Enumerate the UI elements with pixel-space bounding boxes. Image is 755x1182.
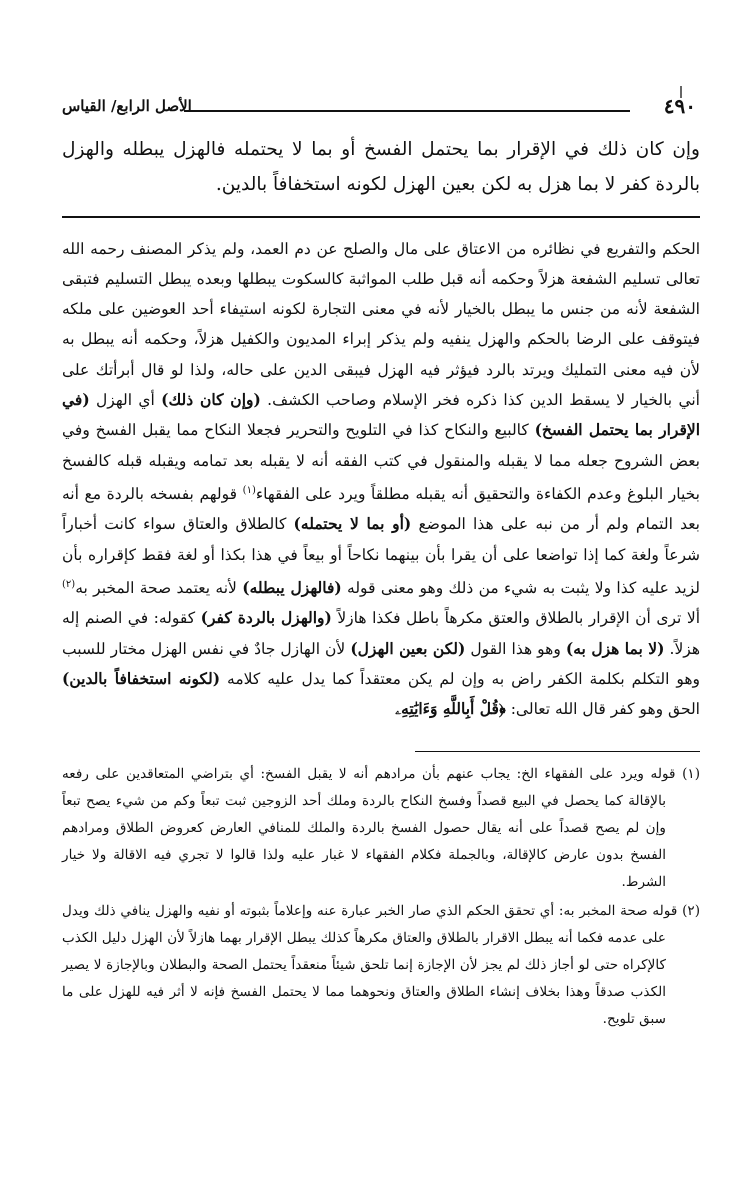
footnote-1 (62, 761, 700, 896)
quoted-phrase: (فالهزل يبطله) (242, 578, 342, 598)
quoted-phrase: (أو بما لا يحتمله) (293, 514, 412, 534)
quoted-phrase: (في الإقرار بما يحتمل الفسخ) (62, 389, 700, 440)
main-text: وإن كان ذلك في الإقرار بما يحتمل الفسخ أو بما لا يحتمله فالهزل يبطله والهزل بالردة كفر لا بما هزل به لكن بعين الهزل لكونه استخفافاً بالدين. (62, 139, 700, 195)
running-title: الأصل الرابع/ القياس (62, 97, 192, 115)
quran-verse: ﴿قُلْ أَبِاللَّهِ وَءَايَٰتِهِۦ (395, 699, 506, 719)
page-number: ٤٩٠ (663, 94, 696, 118)
quoted-phrase: (وإن كان ذلك) (161, 389, 261, 409)
quoted-phrase: (لكن بعين الهزل) (350, 638, 466, 658)
separator-rule (62, 216, 700, 218)
footnote-ref-2[interactable]: (٢) (62, 578, 76, 590)
footnote-ref-1[interactable]: (١) (242, 484, 256, 496)
book-page (62, 94, 700, 1033)
footnote-text: قوله صحة المخبر به: أي تحقق الحكم الذي صار الخبر عبارة عنه وإعلاماً بثبوته أو نفيه والهزل ينافي ذلك ويدل على عدمه فكما أنه يبطل الاقرار بالطلاق والعتاق مكرهاً كذلك يبطل الإقرار بهما هازلاً لأن الهزل دليل الكذب كالإكراه حتى لو أجاز ذلك لم يجز لأن الإجازة إنما تلحق شيئاً منعقداً يحتمل الصحة والبطلان وبالإجازة لا يصير الكذب صدقاً وهذا بخلاف إنشاء الطلاق والعتاق ونحوهما مما لا يحتمل الفسخ فإنه لا أثر فيه للهزل على ما سبق تلويح. (62, 903, 678, 1028)
footnote-number: (٢) (682, 903, 700, 920)
header-rule (184, 110, 630, 112)
quoted-phrase: (لا بما هزل به) (565, 638, 665, 658)
quoted-phrase: (والهزل بالردة كفر) (200, 608, 332, 628)
footnote-rule (415, 751, 700, 753)
quoted-phrase: (لكونه استخفافاً بالدين) (62, 668, 221, 688)
commentary-text: الحكم والتفريع في نظائره من الاعتاق على مال والصلح عن دم العمد، ولم يذكر المصنف رحمه الله تعالى تسليم الشفعة هزلاً وحكمه أنه قبل طلب المواثبة كالسكوت يبطلها وبعده يبطل التسليم فتبقى الشفعة لأنه من جنس ما يبطل بالخيار لأنه في معنى التجارة لكونه استيفاء أحد العوضين على ملكه فيتوقف على الرضا بالحكم والهزل ينفيه ولم يذكر إبراء المديون والكفيل هزلاً، وحكمه أنه يبطل به لأن فيه معنى التمليك ويرتد بالرد فيؤثر فيه الهزل فيبقى الدين على حاله، ولذا لو قال أبرأتك على أني بالخيار لا يسقط الدين كذا ذكره فخر الإسلام وصاحب الكشف. (وإن كان ذلك) أي الهزل (في الإقرار بما يحتمل الفسخ) كالبيع والنكاح كذا في التلويح والتحرير فجعلا النكاح مما يقبل الفسخ وفي بعض الشروح جعله مما لا يقبله والمنقول في كتب الفقه أنه لا يقبله بعد تمامه ويقبله قبله كالفسخ بخيار البلوغ وعدم الكفاءة والتحقيق أنه يقبله مطلقاً ويرد على الفقهاء$^{(١)}$ قولهم بفسخه بالردة مع أنه بعد التمام ولم أر من نبه على هذا الموضع (أو بما لا يحتمله) كالطلاق والعتاق سواء كانت أخباراً شرعاً ولغة كما إذا تواضعا على أن يقرا بأن بينهما نكاحاً أو بيعاً في هذا بكذا أو لغة فقط كإقراره بأن لزيد عليه كذا ولا يثبت به شيء من ذلك وهو معنى قوله (فالهزل يبطله) لأنه يعتمد صحة المخبر به$^{(٢)}$ ألا ترى أن الإقرار بالطلاق والعتق مكرهاً باطل فكذا هازلاً (والهزل بالردة كفر) كقوله: في الصنم إله هزلاً. (لا بما هزل به) وهو هذا القول (لكن بعين الهزل) لأن الهازل جادٌ في نفس الهزل مختار للسبب وهو التكلم بكلمة الكفر راض به وإن لم يكن معتقداً كما يدل عليه كلامه (لكونه استخفافاً بالدين) الحق وهو كفر قال الله تعالى: ﴿قُلْ أَبِاللَّهِ وَءَايَٰتِهِۦ (62, 239, 701, 719)
footnote-number: (١) (682, 766, 701, 783)
page-header (62, 94, 700, 128)
footnote-text: قوله ويرد على الفقهاء الخ: يجاب عنهم بأن مرادهم أنه لا يقبل الفسخ: أي بتراضي المتعاقدين على رفعه بالإقالة كما يحصل في البيع قصداً وفسخ النكاح بالردة وملك أحد الزوجين ثبت تبعاً وكم من شيء يصح تبعاً وإن لم يصح قصداً على أنه يقال حصول الفسخ بالردة والملك للمنافي العارض كعروض الطلاق ومرادهم الفسخ بدون عارض كالإقالة، وبالجملة فكلام الفقهاء لا غبار عليه ولذا قالوا لا تجري فيه الاقالة ولا خيار الشرط. (62, 766, 676, 891)
footnote-2 (62, 898, 700, 1033)
